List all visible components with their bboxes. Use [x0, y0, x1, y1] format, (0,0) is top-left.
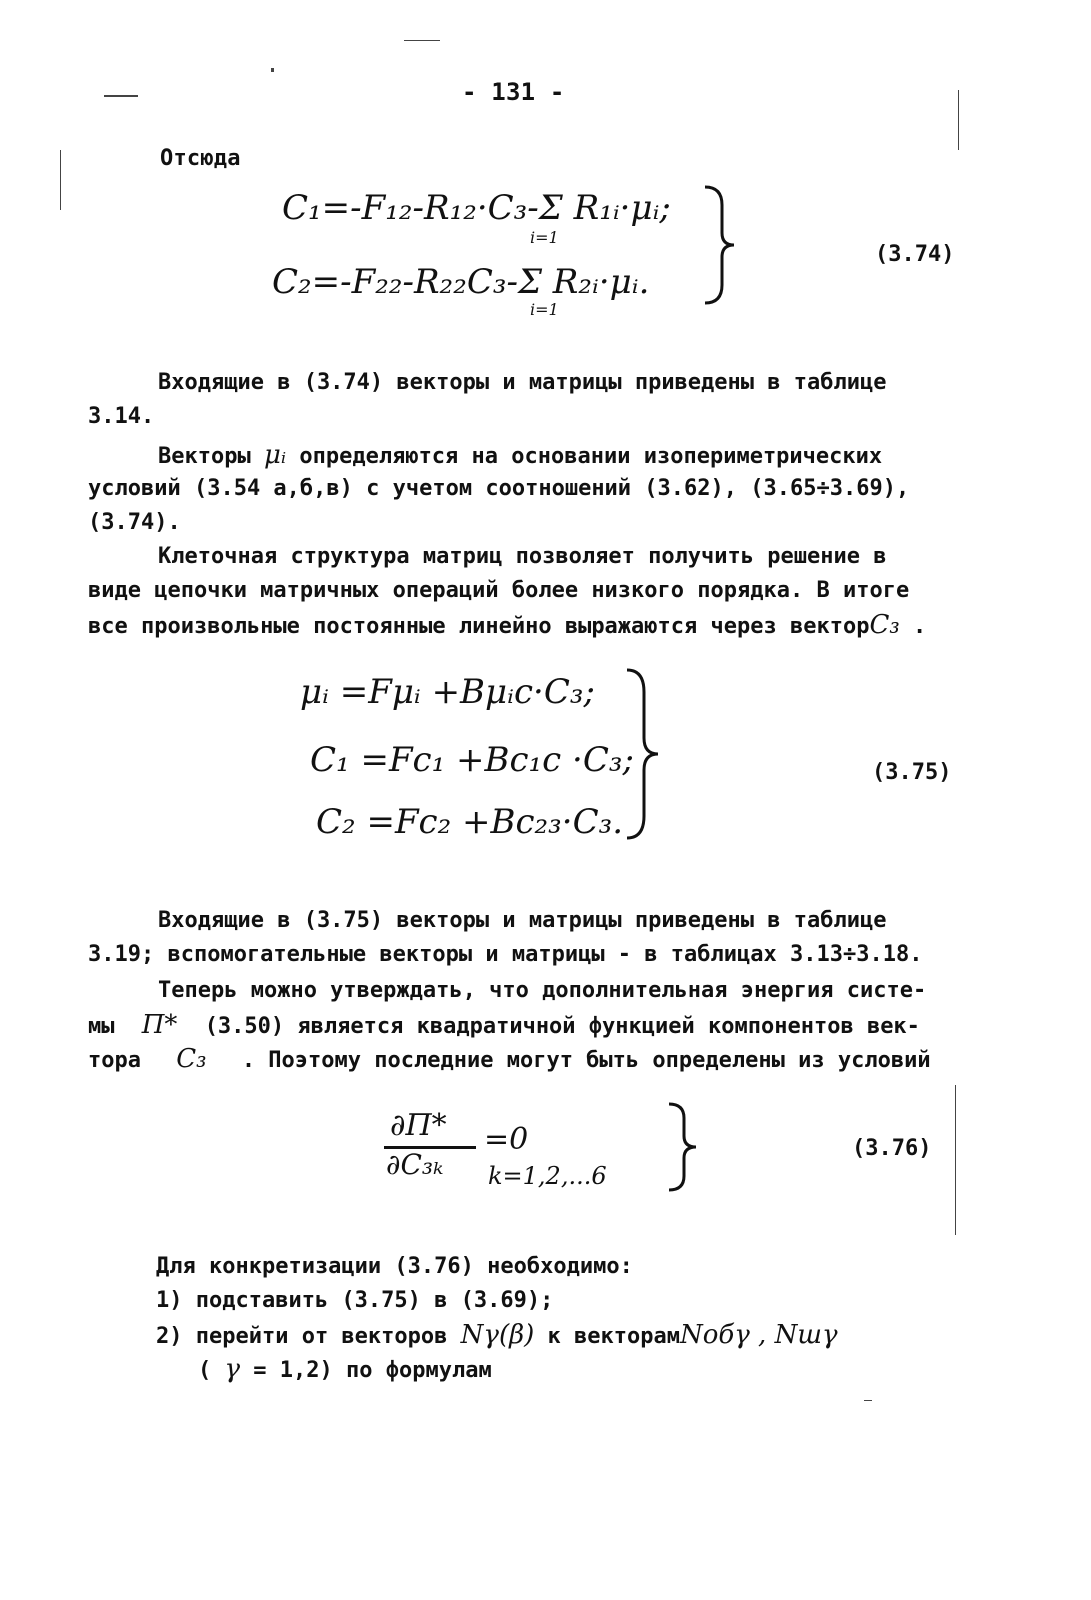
mu-symbol: μᵢ: [263, 440, 287, 470]
c3-symbol: C₃: [176, 1044, 207, 1074]
paragraph-5-line-1: Теперь можно утверждать, что дополнительная энергия систе-: [158, 978, 927, 1003]
paragraph-4-line-1: Входящие в (3.75) векторы и матрицы приведены в таблице: [158, 908, 887, 933]
equation-376-range: k=1,2,...6: [488, 1162, 607, 1190]
paragraph-6-text: 2) перейти от векторов: [156, 1324, 448, 1349]
paragraph-3-text: все произвольные постоянные линейно выражаются через вектор: [88, 614, 870, 639]
paragraph-6-line-3: [88, 1318, 988, 1352]
scan-mark: [864, 1400, 872, 1401]
page-number: - 131 -: [462, 78, 565, 106]
paragraph-6-text: к векторам: [547, 1324, 680, 1349]
equation-374-line-2: C₂=-F₂₂-R₂₂C₃-Σ R₂ᵢ·μᵢ.: [272, 262, 650, 302]
paragraph-1-line-1: Входящие в (3.74) векторы и матрицы приведены в таблице: [158, 370, 887, 395]
paragraph-2-word: Векторы: [158, 444, 251, 469]
equation-375-brace: [622, 668, 662, 840]
scan-mark: [955, 1085, 956, 1235]
paragraph-6-line-2: 1) подставить (3.75) в (3.69);: [156, 1288, 554, 1313]
equation-375-number: (3.75): [872, 760, 952, 785]
n-ob-n-sh-symbols: Nобγ , Nшγ: [679, 1320, 838, 1350]
paragraph-3-line-2: виде цепочки матричных операций более низкого порядка. В итоге: [88, 578, 910, 603]
paragraph-2-text: определяются на основании изопериметрических: [299, 444, 883, 469]
equation-374-sum-limit: i=1: [530, 228, 559, 247]
paragraph-1-line-2: 3.14.: [88, 404, 155, 429]
gamma-symbol: γ: [224, 1354, 241, 1384]
paragraph-3-line-3: [88, 608, 988, 642]
paragraph-6-paren: (: [198, 1358, 212, 1383]
paragraph-5-word: мы: [88, 1014, 115, 1039]
equation-376-brace: [664, 1102, 704, 1192]
equation-376-rhs: =0: [484, 1122, 529, 1157]
paragraph-2-line-3: (3.74).: [88, 510, 181, 535]
equation-374-brace: [700, 185, 740, 305]
paragraph-5-line-2: [88, 1008, 988, 1042]
equation-376-number: (3.76): [852, 1136, 932, 1161]
paragraph-6-line-4: [88, 1352, 988, 1386]
scan-mark: [60, 150, 61, 210]
scan-mark: [958, 90, 959, 150]
paragraph-3-period: .: [913, 614, 927, 639]
paragraph-6: [88, 1250, 988, 1386]
scan-mark: [271, 68, 274, 72]
paragraph-4: [88, 904, 988, 972]
paragraph-6-text: = 1,2) по формулам: [253, 1358, 492, 1383]
paragraph-5-word: тора: [88, 1048, 141, 1073]
paragraph-2-line-1: [88, 438, 988, 472]
paragraph-2: [88, 438, 988, 540]
equation-375-line-1: μᵢ =Fμᵢ +Bμᵢc·C₃;: [300, 672, 595, 712]
paragraph-1: [88, 366, 988, 434]
equation-374-sum-limit: i=1: [530, 300, 559, 319]
pi-star-symbol: Π*: [141, 1010, 178, 1040]
paragraph-3-line-1: Клеточная структура матриц позволяет получить решение в: [158, 544, 887, 569]
equation-376-numerator: ∂Π*: [390, 1108, 447, 1143]
scan-mark: [104, 95, 138, 97]
paragraph-2-line-2: условий (3.54 а,б,в) с учетом соотношений (3.62), (3.65÷3.69),: [88, 476, 910, 501]
paragraph-6-line-1: Для конкретизации (3.76) необходимо:: [156, 1254, 633, 1279]
equation-375-line-2: C₁ =Fc₁ +Bc₁c ·C₃;: [310, 740, 634, 780]
paragraph-5: [88, 974, 988, 1076]
paragraph-5-text: . Поэтому последние могут быть определены из условий: [241, 1048, 931, 1073]
equation-376-denominator: ∂C₃ₖ: [386, 1148, 444, 1181]
paragraph-4-line-2: 3.19; вспомогательные векторы и матрицы - в таблицах 3.13÷3.18.: [88, 942, 923, 967]
c3-symbol: C₃: [869, 610, 900, 640]
paragraph-5-line-3: [88, 1042, 988, 1076]
equation-375-line-3: C₂ =Fc₂ +Bc₂₃·C₃.: [316, 802, 624, 842]
paragraph-3: [88, 540, 988, 642]
scan-mark: [404, 40, 440, 41]
equation-374-line-1: C₁=-F₁₂-R₁₂·C₃-Σ R₁ᵢ·μᵢ;: [282, 188, 671, 228]
n-gamma-beta-symbol: Nγ(β): [460, 1320, 535, 1350]
paragraph-5-text: (3.50) является квадратичной функцией компонентов век-: [204, 1014, 920, 1039]
intro-word: Отсюда: [160, 146, 241, 171]
equation-374-number: (3.74): [875, 242, 955, 267]
